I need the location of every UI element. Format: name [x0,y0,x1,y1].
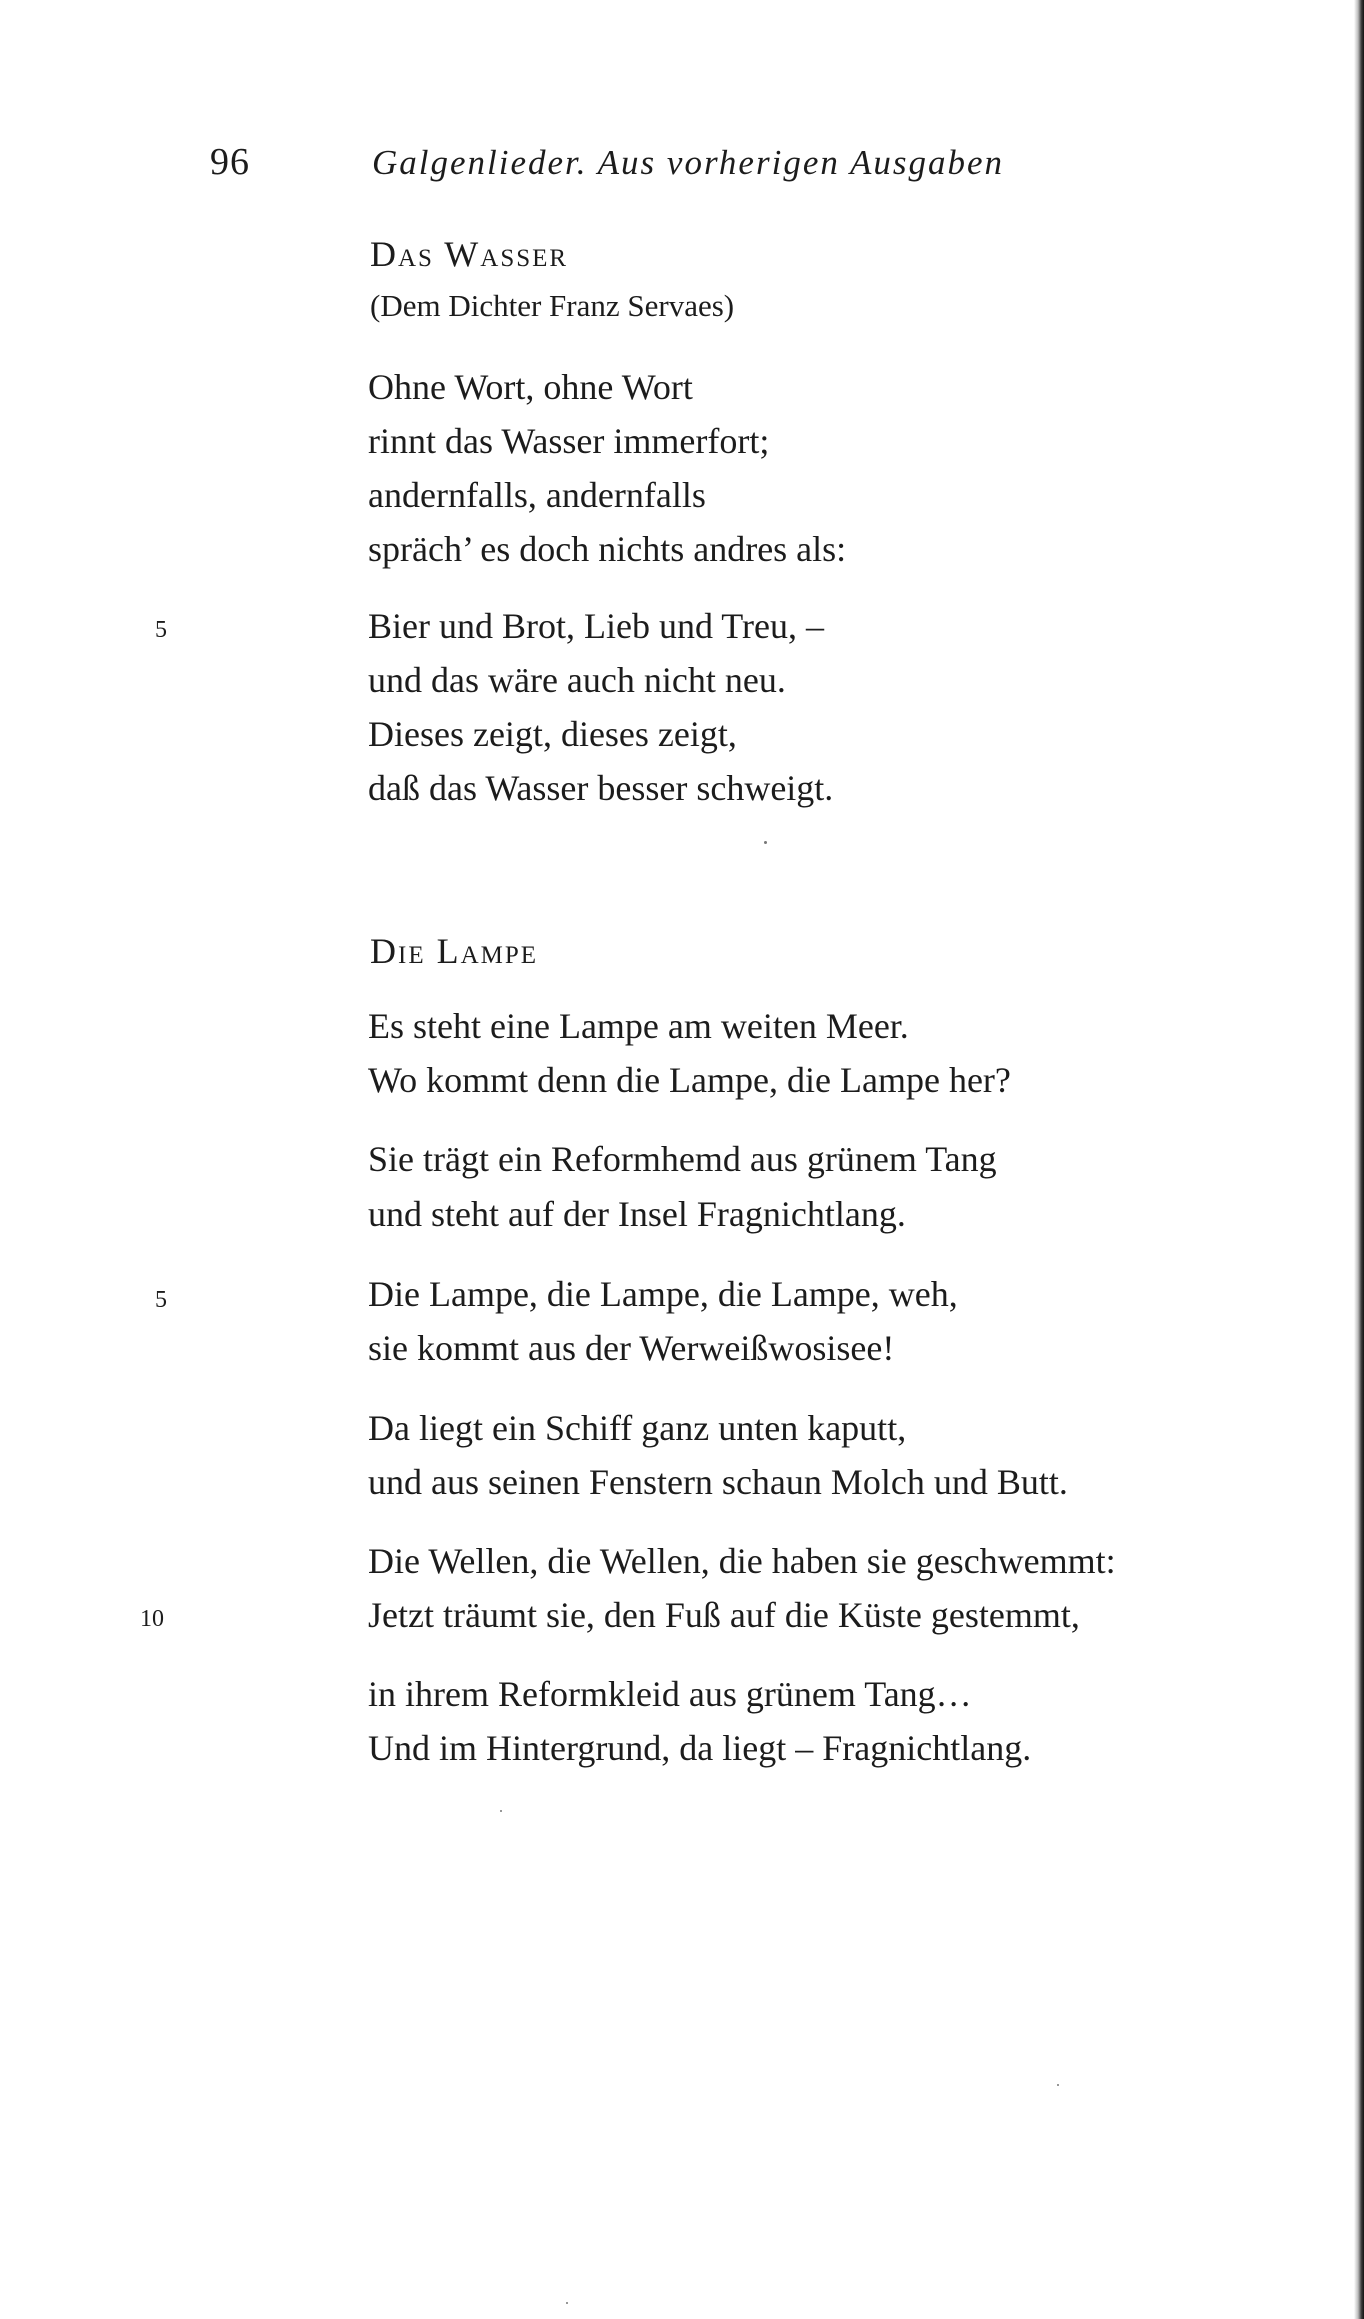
poem-line: Die Wellen, die Wellen, die haben sie geschwemmt: [368,1541,1116,1581]
poem-dedication: (Dem Dichter Franz Servaes) [370,288,735,323]
poem-line: Da liegt ein Schiff ganz unten kaputt, [368,1408,907,1448]
poem-line: sie kommt aus der Werweißwosisee! [368,1328,895,1368]
poem-line: Wo kommt denn die Lampe, die Lampe her? [368,1060,1011,1100]
line-number: 5 [155,1287,167,1313]
poem-line: daß das Wasser besser schweigt. [368,768,834,808]
poem-line: spräch’ es doch nichts andres als: [368,529,847,569]
poem-line: in ihrem Reformkleid aus grünem Tang… [368,1674,972,1714]
scan-speck [566,2302,568,2304]
poem-line: Dieses zeigt, dieses zeigt, [368,714,737,754]
poem-line: und aus seinen Fenstern schaun Molch und Butt. [368,1462,1068,1502]
poem-line: Sie trägt ein Reformhemd aus grünem Tang [368,1139,997,1179]
poem-line: Bier und Brot, Lieb und Treu, – [368,606,824,646]
line-number: 10 [140,1606,164,1632]
poem-line: und das wäre auch nicht neu. [368,660,786,700]
scan-speck [1057,2084,1059,2086]
poem-line: Es steht eine Lampe am weiten Meer. [368,1006,909,1046]
line-number: 5 [155,617,167,643]
poem-line: Und im Hintergrund, da liegt – Fragnichtlang. [368,1728,1032,1768]
poem-line: Jetzt träumt sie, den Fuß auf die Küste gestemmt, [368,1595,1080,1635]
poem-line: Die Lampe, die Lampe, die Lampe, weh, [368,1274,958,1314]
page-number: 96 [210,141,250,183]
running-title: Galgenlieder. Aus vorherigen Ausgaben [372,143,1005,182]
scan-speck [764,841,767,844]
page-binding-edge [1354,0,1364,2319]
poem-line: andernfalls, andernfalls [368,475,706,515]
poem-line: Ohne Wort, ohne Wort [368,367,693,407]
scan-speck [500,1810,502,1812]
poem-line: und steht auf der Insel Fragnichtlang. [368,1194,906,1234]
poem-title-das-wasser: Das Wasser [370,234,569,274]
poem-title-die-lampe: Die Lampe [370,931,539,971]
poem-line: rinnt das Wasser immerfort; [368,421,770,461]
